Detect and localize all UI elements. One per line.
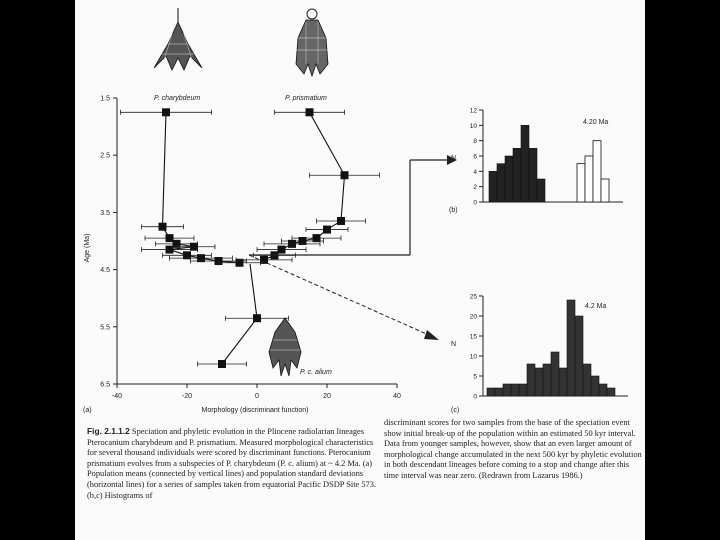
y-tick-label: 10: [469, 122, 477, 130]
panel-b-y-ticks: [470, 108, 483, 207]
y-tick-label: 6.5: [100, 381, 110, 389]
panel-b-bars: [489, 125, 609, 202]
histogram-bar: [567, 300, 575, 396]
data-point: [190, 243, 198, 251]
radiolarian-bottom-icon: [269, 318, 301, 376]
histogram-bar: [591, 376, 599, 396]
histogram-bar: [521, 125, 529, 202]
x-tick-label: -20: [181, 393, 193, 400]
panel-c-y-label: N: [451, 341, 457, 348]
panel-c-annotation: 4.2 Ma: [585, 303, 607, 310]
histogram-bar: [607, 388, 615, 396]
histogram-bar: [559, 368, 567, 396]
panel-c-bars: [487, 300, 615, 396]
data-point: [166, 234, 174, 242]
caption-left: [87, 426, 379, 501]
histogram-bar: [529, 148, 537, 202]
y-tick-label: 8: [473, 138, 477, 146]
histogram-bar: [583, 364, 591, 396]
panel-a-axes: [117, 98, 397, 384]
panel-c-label: (c): [451, 407, 460, 414]
y-tick-label: 2.5: [100, 152, 110, 160]
histogram-bar: [601, 179, 609, 202]
histogram-bar: [505, 156, 513, 202]
radiolarian-left-icon: [154, 8, 202, 70]
figure-page: [75, 0, 645, 540]
radiolarian-right-icon: [296, 9, 328, 76]
caption-right: [384, 418, 642, 482]
caption-right-text: discriminant scores for two samples from the base of the speciation event show initial break-up of the population within an estimated 50 kyr interval. Data from younger samples, however, show that an even larger amount of morphological change accumulated in the next 500 kyr by phyletic evolution in both descendant lineages before coming to a stop and change after this time interval was near zero. (Redrawn from Lazarus 1986.): [384, 418, 642, 480]
x-tick-label: 40: [393, 393, 401, 400]
histogram-bar: [489, 171, 497, 202]
series-line: [250, 264, 257, 318]
data-point: [218, 360, 226, 368]
caption-left-text: Speciation and phyletic evolution in the Pliocene radiolarian lineages Pterocanium charybdeum and P. prismatium. Measured morphological characteristics for several thousand individuals were scored by discriminant functions. Pterocanium prismatium evolves from a subspecies of P. charybdeum (P. c. alium) at ~ 4.2 Ma. (a) Population means (connected by vertical lines) and population standard deviations (horizontal lines) for a series of samples taken from equatorial Pacific DSDP Site 573. (b,c) Histograms of: [87, 427, 377, 500]
panel-a-x-ticks: [112, 384, 401, 400]
data-point: [260, 256, 268, 264]
species-label-right: P. prismatium: [285, 95, 327, 102]
histogram-bar: [519, 384, 527, 396]
data-point: [253, 314, 261, 322]
histogram-bar: [593, 141, 601, 202]
figure-graphics: [75, 0, 645, 420]
data-point: [278, 246, 286, 254]
panel-c-y-ticks: [470, 294, 483, 401]
histogram-bar: [585, 156, 593, 202]
x-tick-label: 0: [255, 393, 259, 400]
panel-a-y-label: Age (Ma): [84, 233, 91, 263]
histogram-bar: [511, 384, 519, 396]
panel-a-y-ticks: [100, 96, 117, 389]
panel-a-plot: [121, 108, 380, 368]
panel-a-label: (a): [83, 407, 92, 414]
y-tick-label: 20: [469, 313, 477, 321]
y-tick-label: 2: [473, 184, 477, 192]
histogram-bar: [503, 384, 511, 396]
histogram-bar: [497, 164, 505, 202]
histogram-bar: [495, 388, 503, 396]
data-point: [162, 108, 170, 116]
data-point: [288, 240, 296, 248]
histogram-bar: [575, 316, 583, 396]
species-label-left: P. charybdeum: [154, 95, 201, 102]
histogram-bar: [527, 364, 535, 396]
histogram-bar: [577, 164, 585, 202]
histogram-bar: [513, 148, 521, 202]
x-tick-label: -40: [111, 393, 123, 400]
y-tick-label: 3.5: [100, 209, 110, 217]
species-label-bottom: P. c. alium: [300, 369, 332, 376]
panel-a-x-label: Morphology (discriminant function): [201, 407, 309, 414]
histogram-bar: [599, 384, 607, 396]
data-point: [166, 246, 174, 254]
panel-b-y-label: N: [451, 155, 457, 162]
y-tick-label: 25: [469, 293, 477, 301]
data-point: [323, 226, 331, 234]
histogram-bar: [535, 368, 543, 396]
y-tick-label: 6: [473, 153, 477, 161]
histogram-bar: [537, 179, 545, 202]
y-tick-label: 4.5: [100, 267, 110, 275]
y-tick-label: 0: [473, 199, 477, 207]
panel-b-label: (b): [449, 207, 458, 214]
y-tick-label: 0: [473, 393, 477, 401]
data-point: [341, 171, 349, 179]
panel-b-annotation: 4.20 Ma: [583, 119, 609, 126]
y-tick-label: 4: [473, 168, 477, 176]
y-tick-label: 5: [473, 373, 477, 381]
y-tick-label: 12: [469, 107, 477, 115]
histogram-bar: [551, 352, 559, 396]
x-tick-label: 20: [323, 393, 331, 400]
y-tick-label: 10: [469, 353, 477, 361]
caption-figure-label: Fig. 2.1.1.2: [87, 426, 130, 436]
data-point: [306, 108, 314, 116]
histogram-bar: [543, 364, 551, 396]
data-point: [337, 217, 345, 225]
data-point: [159, 223, 167, 231]
y-tick-label: 5.5: [100, 324, 110, 332]
series-line: [222, 318, 257, 364]
histogram-bar: [487, 388, 495, 396]
y-tick-label: 15: [469, 333, 477, 341]
y-tick-label: 1.5: [100, 95, 110, 103]
